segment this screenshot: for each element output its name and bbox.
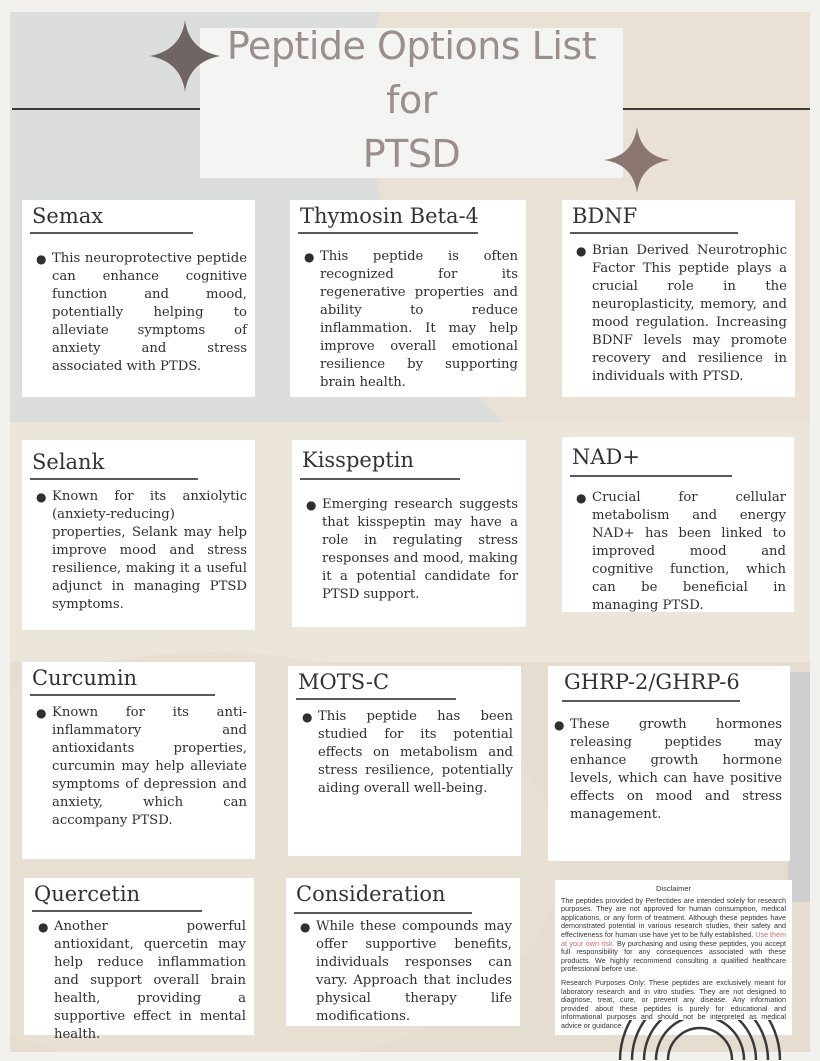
peptide-card-selank — [22, 440, 255, 630]
card-title-rule — [32, 910, 202, 912]
disclaimer-risk-warning: Use them at your own risk. — [561, 929, 786, 948]
card-description: ● Another powerful antioxidant, quercetin may help reduce inflammation and support overall brain health, providing a supportive effect in mental health. — [38, 919, 246, 1042]
card-description: ● Brian Derived Neurotrophic Factor This peptide plays a crucial role in the neuroplasticity, memory, and mood regulation. Increasing BDNF levels may promote recovery and resilience in individuals with PTSD. — [576, 243, 787, 384]
card-title: Curcumin — [32, 666, 138, 690]
peptide-card-mots-c — [288, 666, 521, 856]
sparkle-star-icon — [604, 127, 670, 193]
disclaimer-paragraph: The peptides provided by Perfectides are intended solely for research purposes. They are not approved for human consumption, medical applications, or any form of treatment. Although these peptides have demonstrated potential in various research studies, their safety and effectiveness for human use have yet to be fully established. Use them at your own risk. By purchasing and using these peptides, you accept full responsibility for any consequences associated with these products. We highly recommend consulting a qualified healthcare professional before use. — [561, 895, 787, 974]
disclaimer-heading: Disclaimer — [655, 884, 691, 893]
card-title-rule — [294, 912, 472, 914]
card-title-rule — [570, 232, 738, 234]
card-title: MOTS-C — [298, 670, 390, 694]
card-title-rule — [30, 694, 215, 696]
card-title: Consideration — [296, 882, 446, 906]
card-description: ● This neuroprotective peptide can enhance cognitive function and mood, potentially helping to alleviate symptoms of anxiety and stress associated with PTDS. — [36, 251, 247, 374]
consideration-card — [286, 878, 520, 1026]
card-title: GHRP-2/GHRP-6 — [564, 670, 740, 694]
bullet-icon: ● — [36, 252, 47, 266]
bullet-icon: ● — [300, 920, 311, 934]
card-title: Thymosin Beta-4 — [300, 204, 479, 228]
bullet-icon: ● — [304, 250, 315, 264]
card-title-rule — [296, 698, 456, 700]
bullet-icon: ● — [302, 710, 313, 724]
bullet-icon: ● — [576, 244, 587, 258]
card-title-rule — [562, 700, 740, 702]
bullet-icon: ● — [306, 498, 317, 512]
card-description: ● Known for its anxiolytic (anxiety-reducing) properties, Selank may help improve mood and stress resilience, making it a useful adjunct in managing PTSD symptoms. — [36, 489, 247, 612]
card-title-rule — [298, 232, 478, 234]
page-title-line-1: Peptide Options List — [226, 24, 597, 68]
card-title: BDNF — [572, 204, 638, 228]
card-title: Semax — [32, 204, 104, 228]
card-description: ● Crucial for cellular metabolism and energy NAD+ has been linked to improved mood and cognitive function, which can be beneficial in managing PTSD. — [576, 490, 786, 613]
peptide-card-thymosin-beta-4 — [290, 200, 526, 397]
peptide-card-semax — [22, 200, 255, 397]
peptide-card-quercetin — [24, 878, 254, 1042]
card-description: ● While these compounds may offer supportive benefits, individuals responses can vary. Approach that includes physical therapy life modifications. — [300, 919, 512, 1024]
card-description: ● Emerging research suggests that kisspeptin may have a role in regulating stress responses and mood, making it a potential candidate for PTSD support. — [306, 497, 518, 602]
bullet-icon: ● — [36, 490, 47, 504]
disclaimer-box — [555, 880, 792, 1035]
title-box — [200, 24, 623, 178]
card-description: ● This peptide is often recognized for its regenerative properties and ability to reduce inflammation. It may help improve overall emotional resilience by supporting brain health. — [304, 249, 518, 390]
peptide-card-nad — [562, 437, 794, 612]
card-description: ● These growth hormones releasing peptides may enhance growth hormone levels, which can have positive effects on mood and stress management. — [554, 717, 782, 822]
card-description: ● This peptide has been studied for its potential effects on metabolism and stress resilience, potentially aiding overall well-being. — [302, 709, 513, 796]
card-title: NAD+ — [572, 445, 640, 469]
page-title-line-3: PTSD — [362, 132, 461, 176]
research-purposes-paragraph: Research Purposes Only: These peptides are exclusively meant for laboratory research and in vitro studies. They are not designed to diagnose, treat, cure, or prevent any disease. Any information provided about these peptides is purely for educational and informational purposes and should not be interpreted as medical advice or guidance. — [561, 977, 786, 1030]
card-title: Quercetin — [34, 882, 141, 906]
card-description: ● Known for its anti-inflammatory and antioxidants properties, curcumin may help alleviate symptoms of depression and anxiety, which can accompany PTSD. — [36, 705, 247, 828]
bullet-icon: ● — [576, 491, 587, 505]
card-title-rule — [570, 475, 732, 477]
concentric-arcs-decoration — [600, 1020, 800, 1060]
card-title-rule — [30, 478, 198, 480]
bullet-icon: ● — [36, 706, 47, 720]
card-title-rule — [300, 478, 460, 480]
card-title: Selank — [32, 450, 105, 474]
page-title-line-2: for — [386, 78, 437, 122]
bullet-icon: ● — [38, 920, 49, 934]
sparkle-star-icon — [150, 20, 220, 92]
card-title: Kisspeptin — [302, 448, 414, 472]
bullet-icon: ● — [554, 718, 565, 732]
card-title-rule — [30, 232, 193, 234]
background-side-strip — [788, 672, 810, 902]
peptide-card-curcumin — [22, 662, 255, 859]
peptide-card-ghrp — [548, 666, 790, 861]
peptide-card-kisspeptin — [292, 440, 526, 627]
peptide-card-bdnf — [562, 200, 795, 397]
